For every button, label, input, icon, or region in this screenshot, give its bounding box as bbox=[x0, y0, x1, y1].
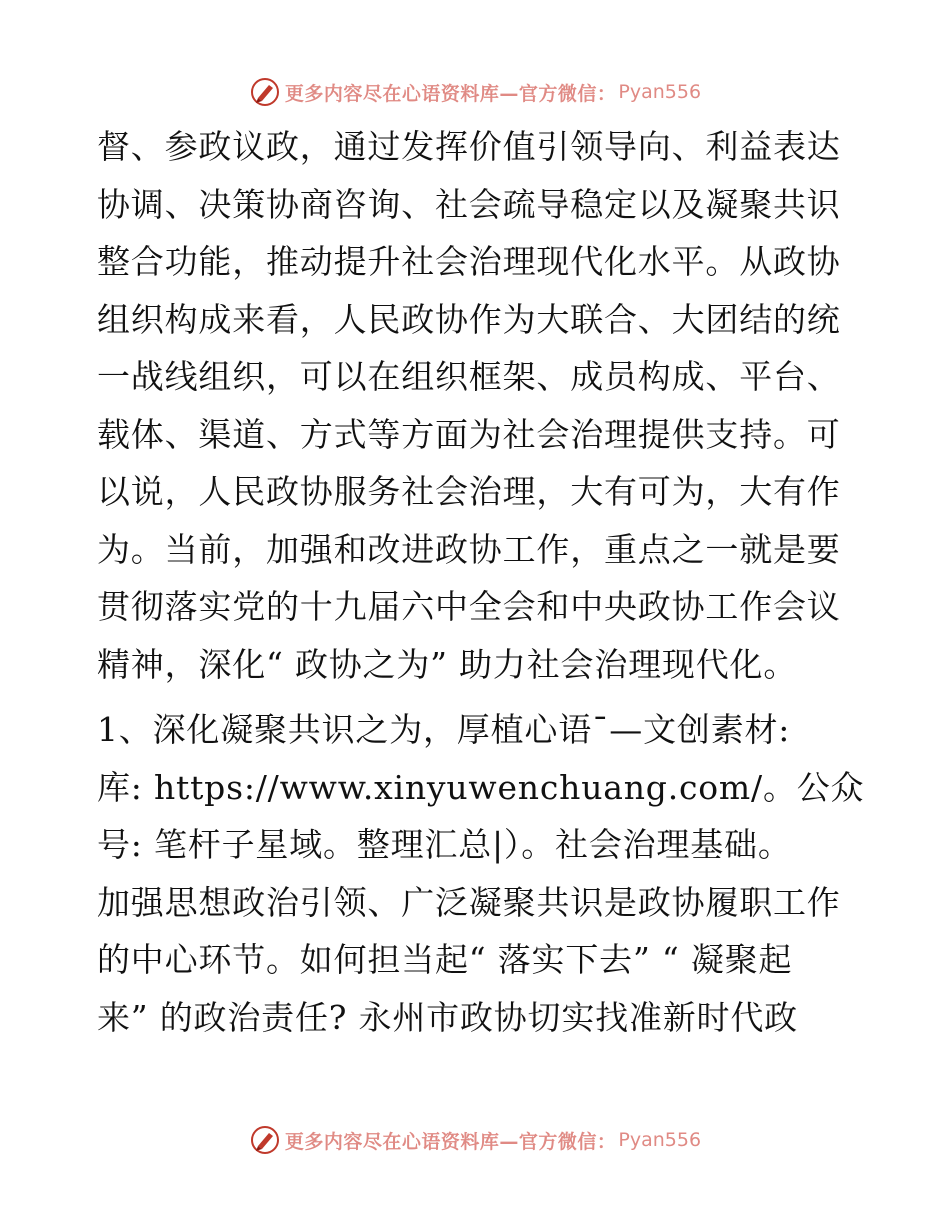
pen-logo-icon bbox=[249, 1124, 281, 1156]
text-line: 整合功能，推动提升社会治理现代化水平。从政协 bbox=[97, 242, 841, 281]
text-line: 督、参政议政，通过发挥价值引领导向、利益表达 bbox=[97, 127, 841, 166]
text-line: 加强思想政治引领、广泛凝聚共识是政协履职工作 bbox=[97, 882, 841, 922]
header-watermark bbox=[0, 72, 950, 112]
watermark-handle: Pyan556 bbox=[618, 1129, 702, 1151]
text-line: 库: https://www.xinyuwenchuang.com/。公众 bbox=[97, 767, 865, 807]
text-line: 来” 的政治责任? 永州市政协切实找准新时代政 bbox=[97, 997, 798, 1037]
text-line: 一战线组织，可以在组织框架、成员构成、平台、 bbox=[97, 357, 841, 396]
text-line: 为。当前，加强和改进政协工作，重点之一就是要 bbox=[97, 529, 841, 569]
text-line: 载体、渠道、方式等方面为社会治理提供支持。可 bbox=[97, 414, 841, 454]
text-line: 1、深化凝聚共识之为，厚植心语¯—文创素材: bbox=[97, 710, 791, 749]
text-line: 贯彻落实党的十九届六中全会和中央政协工作会议 bbox=[97, 587, 841, 626]
text-line: 协调、决策协商咨询、社会疏导稳定以及凝聚共识 bbox=[97, 184, 841, 224]
text-line: 组织构成来看，人民政协作为大联合、大团结的统 bbox=[97, 299, 841, 339]
text-line: 的中心环节。如何担当起“ 落实下去” “ 凝聚起 bbox=[97, 940, 793, 979]
text-line: 号: 笔杆子星域。整理汇总|）。社会治理基础。 bbox=[97, 825, 792, 864]
footer-watermark bbox=[0, 1120, 950, 1160]
paragraph-1 bbox=[97, 118, 857, 693]
text-line: 精神，深化“ 政协之为” 助力社会治理现代化。 bbox=[97, 644, 798, 684]
document-body bbox=[97, 118, 865, 1046]
pen-logo-icon bbox=[249, 76, 281, 108]
text-line: 以说，人民政协服务社会治理，大有可为，大有作 bbox=[97, 472, 841, 511]
paragraph-2 bbox=[97, 701, 865, 1046]
watermark-text: 更多内容尽在心语资料库—官方微信： bbox=[284, 82, 617, 105]
watermark-handle: Pyan556 bbox=[618, 81, 702, 103]
watermark-text: 更多内容尽在心语资料库—官方微信： bbox=[284, 1130, 617, 1153]
